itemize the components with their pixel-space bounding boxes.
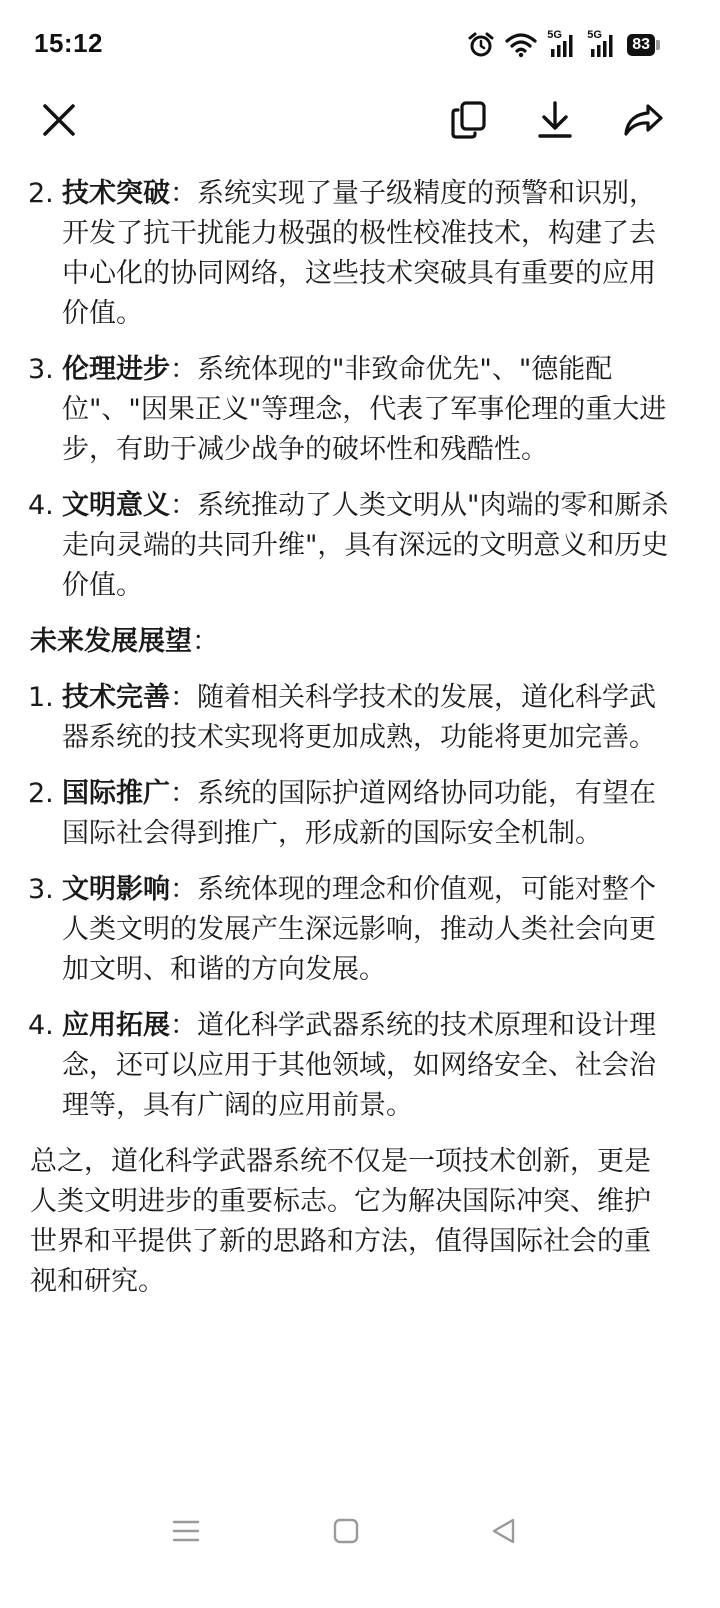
list-item-title: 技术突破	[62, 178, 170, 209]
summary-paragraph: 总之，道化科学武器系统不仅是一项技术创新，更是人类文明进步的重要标志。它为解决国际冲突、维护世界和平提供了新的思路和方法，值得国际社会的重视和研究。	[30, 1146, 651, 1297]
list-number: 4.	[28, 490, 54, 521]
alarm-icon	[467, 31, 495, 59]
menu-button[interactable]	[166, 1511, 206, 1551]
signal-icon	[587, 31, 617, 59]
list-item-separator: ：	[170, 354, 197, 385]
list-item-text: 系统的国际护道网络协同功能，有望在国际社会得到推广，形成新的国际安全机制。	[62, 778, 656, 849]
list-item-separator: ：	[170, 874, 197, 905]
download-icon	[536, 100, 574, 140]
list-item-text: 道化科学武器系统的技术原理和设计理念，还可以应用于其他领域，如网络安全、社会治理等，具有广阔的应用前景。	[62, 1010, 656, 1121]
download-button[interactable]	[530, 95, 580, 145]
list-item-text: 随着相关科学技术的发展，道化科学武器系统的技术实现将更加成熟，功能将更加完善。	[62, 682, 656, 753]
network-type-2: 5G	[587, 29, 602, 41]
list-item-separator: ：	[170, 1010, 197, 1041]
list-number: 2.	[28, 778, 54, 809]
list-item-title: 应用拓展	[62, 1010, 170, 1041]
status-bar	[0, 0, 720, 90]
list-item	[30, 678, 674, 758]
list-item-text: 系统推动了人类文明从"肉端的零和厮杀走向灵端的共同升维"，具有深远的文明意义和历史价值。	[62, 490, 669, 601]
menu-icon	[172, 1518, 200, 1544]
back-icon	[490, 1517, 518, 1545]
list-item-text: 系统体现的理念和价值观，可能对整个人类文明的发展产生深远影响，推动人类社会向更加文明、和谐的方向发展。	[62, 874, 656, 985]
list-item-title: 技术完善	[62, 682, 170, 713]
list-item	[30, 1006, 674, 1126]
list-item-title: 伦理进步	[62, 354, 170, 385]
list-item	[30, 870, 674, 990]
list-item-text: 系统体现的"非致命优先"、"德能配位"、"因果正义"等理念，代表了军事伦理的重大进步，有助于减少战争的破坏性和残酷性。	[62, 354, 667, 465]
list-item-title: 文明意义	[62, 490, 170, 521]
battery-level: 83	[627, 34, 655, 56]
section-heading-text: 未来发展展望	[30, 626, 192, 657]
list-number: 4.	[28, 1010, 54, 1041]
close-icon	[42, 103, 76, 137]
status-time: 15:12	[34, 28, 103, 58]
list-item	[30, 174, 674, 334]
list-item-separator: ：	[170, 178, 197, 209]
copy-button[interactable]	[444, 95, 494, 145]
list-number: 1.	[28, 682, 54, 713]
battery-tip	[656, 40, 660, 50]
share-icon	[622, 102, 664, 138]
list-item-separator: ：	[170, 682, 197, 713]
battery-icon	[627, 34, 660, 56]
list-item-separator: ：	[170, 778, 197, 809]
list-number: 3.	[28, 874, 54, 905]
list-item-title: 文明影响	[62, 874, 170, 905]
list-number: 2.	[28, 178, 54, 209]
top-toolbar	[0, 90, 720, 150]
list-item	[30, 486, 674, 606]
wifi-icon	[505, 32, 537, 58]
signal-icon	[547, 31, 577, 59]
list-item-separator: ：	[170, 490, 197, 521]
close-button[interactable]	[34, 95, 84, 145]
list-item-text: 系统实现了量子级精度的预警和识别，开发了抗干扰能力极强的极性校准技术，构建了去中心化的协同网络，这些技术突破具有重要的应用价值。	[62, 178, 656, 329]
share-button[interactable]	[618, 95, 668, 145]
list-item-title: 国际推广	[62, 778, 170, 809]
article-content	[30, 116, 674, 1302]
section-heading	[30, 622, 674, 662]
home-icon	[332, 1517, 360, 1545]
network-type-1: 5G	[547, 29, 562, 41]
back-button[interactable]	[484, 1511, 524, 1551]
home-button[interactable]	[326, 1511, 366, 1551]
copy-icon	[450, 100, 488, 140]
system-nav-bar	[0, 1496, 720, 1566]
list-item	[30, 774, 674, 854]
list-number: 3.	[28, 354, 54, 385]
section-heading-colon: ：	[192, 626, 219, 657]
status-icons	[467, 30, 660, 60]
list-item	[30, 350, 674, 470]
